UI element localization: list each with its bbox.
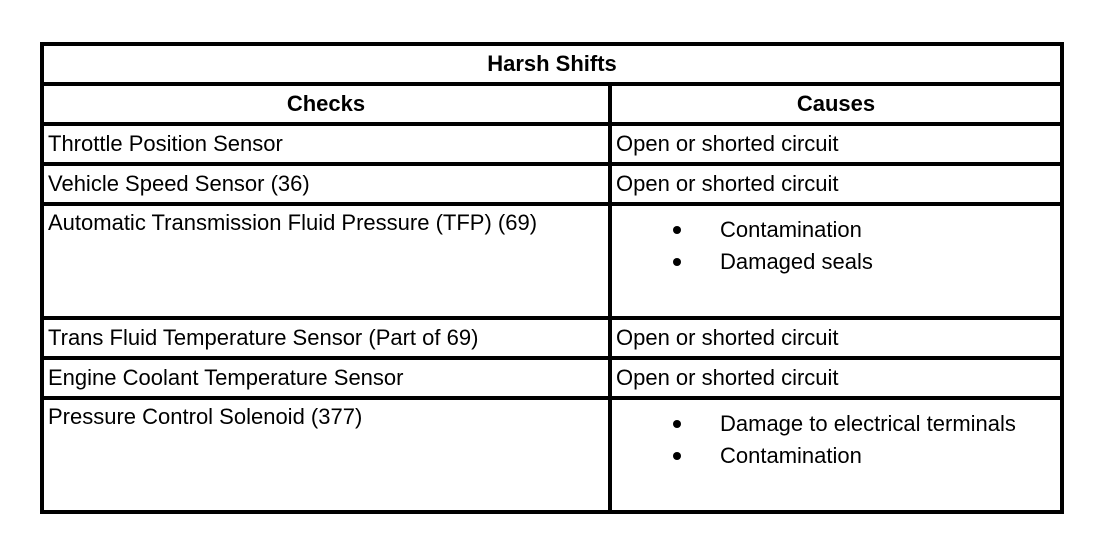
cause-cell: Open or shorted circuit — [610, 124, 1062, 164]
cause-text: Damage to electrical terminals — [720, 411, 1016, 436]
causes-header: Causes — [610, 84, 1062, 124]
table-header-row — [42, 84, 1062, 124]
table-title: Harsh Shifts — [42, 44, 1062, 84]
check-cell: Vehicle Speed Sensor (36) — [42, 164, 610, 204]
cause-list-item — [616, 440, 1056, 472]
check-cell: Pressure Control Solenoid (377) — [42, 398, 610, 512]
table-row — [42, 398, 1062, 512]
cause-list — [616, 408, 1056, 472]
harsh-shifts-table — [40, 42, 1064, 514]
bullet-icon — [673, 452, 681, 460]
cause-cell: Open or shorted circuit — [610, 358, 1062, 398]
check-cell: Engine Coolant Temperature Sensor — [42, 358, 610, 398]
cause-text: Contamination — [720, 443, 862, 468]
check-cell: Automatic Transmission Fluid Pressure (TFP) (69) — [42, 204, 610, 318]
table-title-row — [42, 44, 1062, 84]
cause-list-item — [616, 246, 1056, 278]
check-cell: Trans Fluid Temperature Sensor (Part of 69) — [42, 318, 610, 358]
bullet-icon — [673, 258, 681, 266]
cause-list — [616, 214, 1056, 278]
cause-text: Damaged seals — [720, 249, 873, 274]
bullet-icon — [673, 226, 681, 234]
table-row — [42, 318, 1062, 358]
cause-cell: Open or shorted circuit — [610, 318, 1062, 358]
table-row — [42, 124, 1062, 164]
cause-list-item — [616, 214, 1056, 246]
check-cell: Throttle Position Sensor — [42, 124, 610, 164]
checks-header: Checks — [42, 84, 610, 124]
table-row — [42, 358, 1062, 398]
cause-cell — [610, 204, 1062, 318]
cause-cell — [610, 398, 1062, 512]
cause-list-item — [616, 408, 1056, 440]
table-row — [42, 204, 1062, 318]
cause-text: Contamination — [720, 217, 862, 242]
bullet-icon — [673, 420, 681, 428]
cause-cell: Open or shorted circuit — [610, 164, 1062, 204]
table-row — [42, 164, 1062, 204]
